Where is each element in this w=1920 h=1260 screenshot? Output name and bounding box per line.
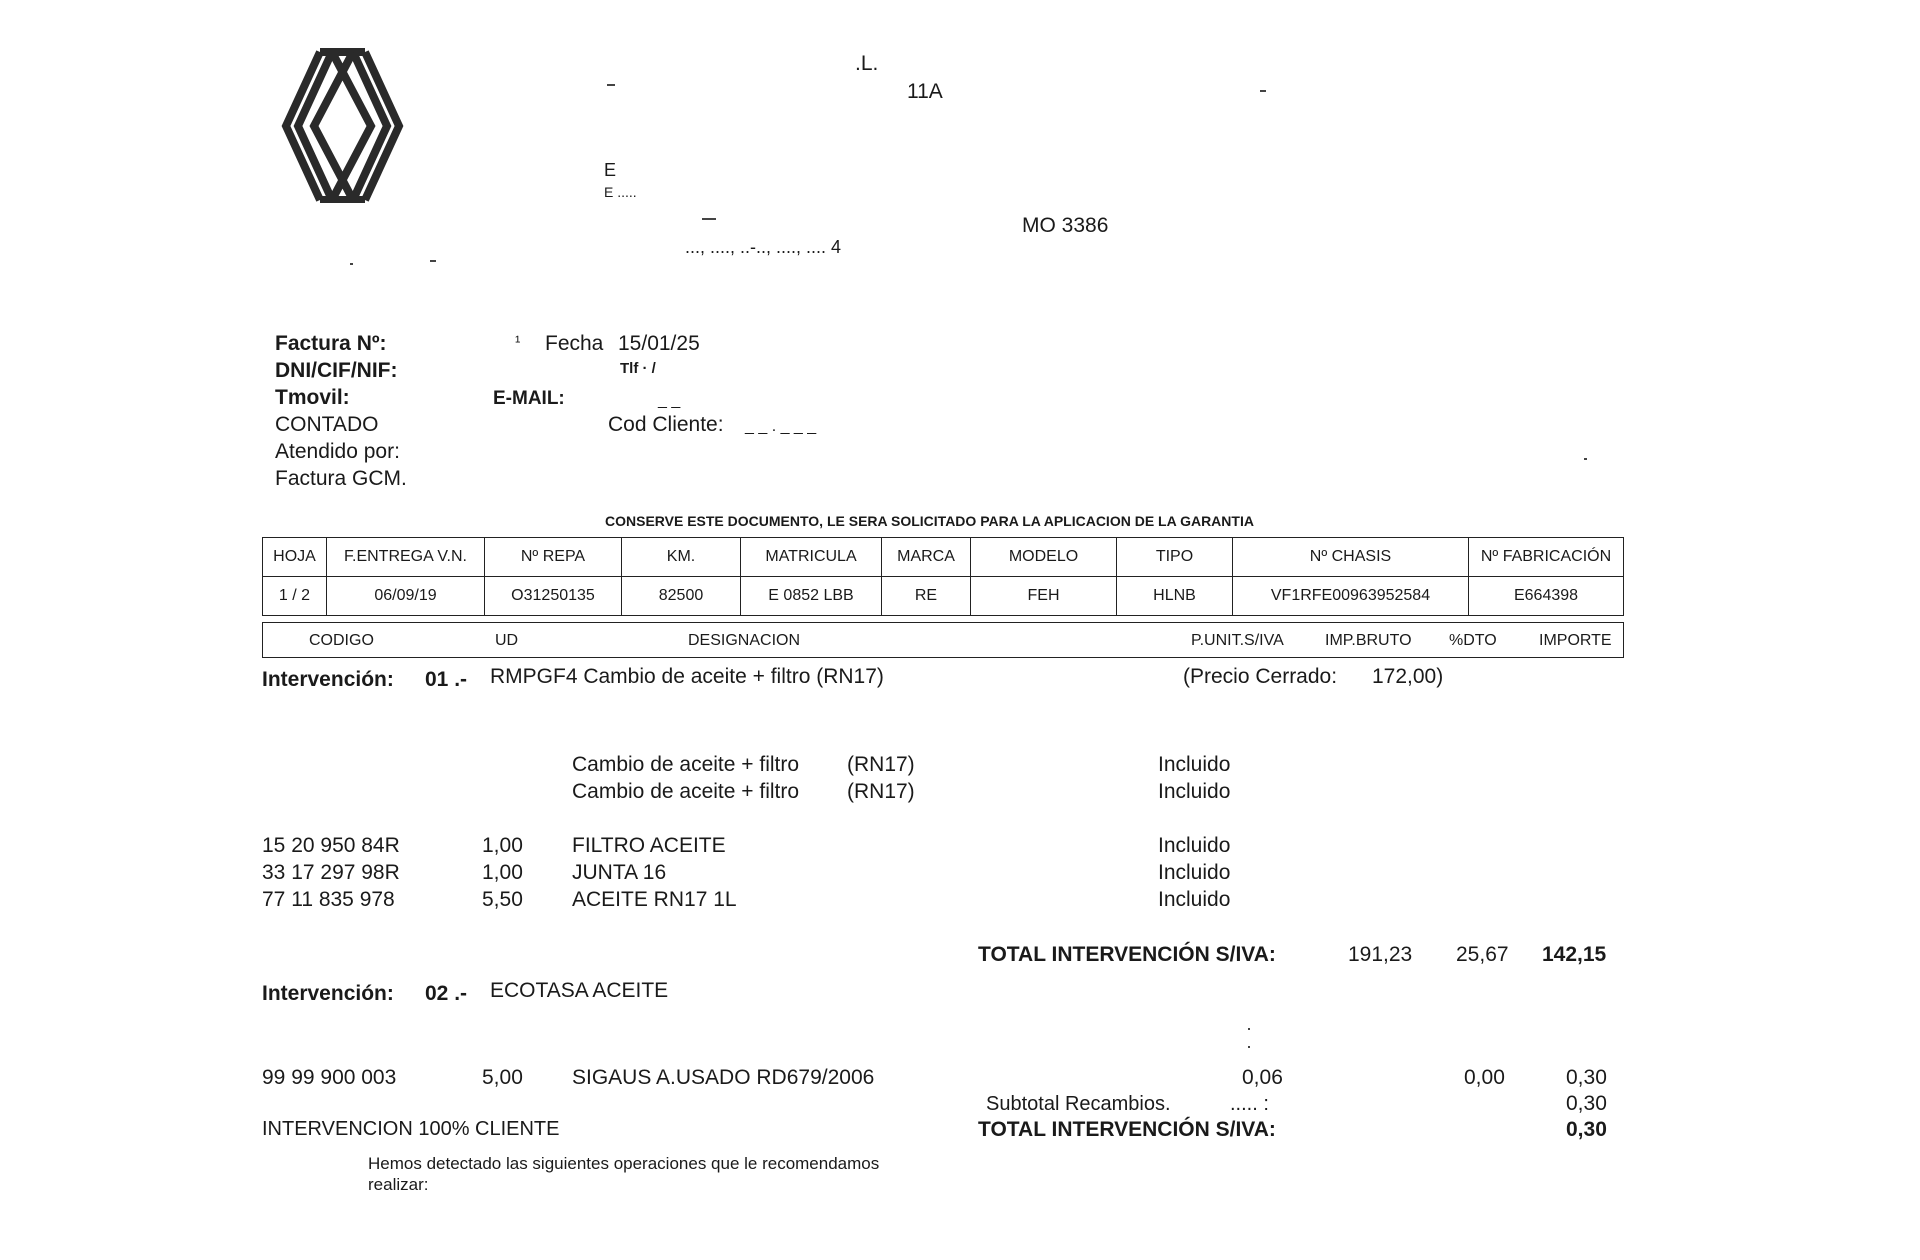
items-header: [262, 622, 1624, 658]
atendido-label: Atendido por:: [275, 440, 400, 463]
cliente-label: INTERVENCION 100% CLIENTE: [262, 1118, 560, 1140]
header-chasis: Nº CHASIS: [1233, 538, 1469, 577]
col-importe: IMPORTE: [1539, 632, 1612, 649]
redaction-mark: [607, 84, 615, 86]
value-hoja: 1 / 2: [263, 577, 327, 616]
part-designacion: SIGAUS A.USADO RD679/2006: [572, 1066, 875, 1089]
warranty-notice: CONSERVE ESTE DOCUMENTO, LE SERA SOLICITADO PARA LA APLICACION DE LA GARANTIA: [605, 513, 1254, 529]
part-status: Incluido: [1158, 861, 1231, 884]
part-designacion: FILTRO ACEITE: [572, 834, 726, 857]
header-marca: MARCA: [882, 538, 971, 577]
labour-status: Incluido: [1158, 780, 1231, 803]
header-fabricacion: Nº FABRICACIÓN: [1469, 538, 1624, 577]
tmovil-label: Tmovil:: [275, 386, 350, 409]
precio-cerrado-value: 172,00): [1372, 665, 1444, 688]
value-fabricacion: E664398: [1469, 577, 1624, 616]
intervention1-label: Intervención:: [262, 668, 394, 691]
col-ud: UD: [495, 632, 519, 649]
col-designacion: DESIGNACION: [688, 632, 801, 649]
value-fentrega: 06/09/19: [327, 577, 485, 616]
part-dto: 0,00: [1464, 1066, 1505, 1089]
value-chasis: VF1RFE00963952584: [1233, 577, 1469, 616]
intervention1-number: 01 .-: [425, 668, 468, 691]
part-ud: 5,00: [482, 1066, 523, 1089]
recommendation-line1: Hemos detectado las siguientes operaciones que le recomendamos: [368, 1154, 880, 1173]
labour-designacion: Cambio de aceite + filtro: [572, 753, 800, 776]
intervention1-total-label: TOTAL INTERVENCIÓN S/IVA:: [978, 943, 1276, 966]
redaction-mark: [1584, 458, 1587, 460]
cod-cliente-label: Cod Cliente:: [608, 413, 724, 436]
header-matricula: MATRICULA: [741, 538, 882, 577]
tlf-label: Tlf · /: [620, 360, 656, 377]
col-punit: P.UNIT.S/IVA: [1191, 632, 1284, 649]
cod-cliente-value: _ _ . _ _ _: [745, 418, 817, 435]
contado-label: CONTADO: [275, 413, 379, 436]
intervention2-label: Intervención:: [262, 982, 394, 1005]
intervention1-total-importe: 142,15: [1542, 943, 1607, 966]
part-punit: 0,06: [1242, 1066, 1283, 1089]
vehicle-table: [262, 537, 1624, 616]
part-codigo: 77 11 835 978: [262, 888, 395, 911]
header-tipo: TIPO: [1117, 538, 1233, 577]
factura-label: Factura Nº:: [275, 332, 387, 355]
redaction-mark: [1248, 1046, 1250, 1048]
intervention2-number: 02 .-: [425, 982, 468, 1005]
part-designacion: JUNTA 16: [572, 861, 667, 884]
intervention2-description: ECOTASA ACEITE: [490, 979, 669, 1002]
company-line4: E .....: [604, 184, 637, 200]
vehicle-header-row: [263, 538, 1624, 577]
vehicle-value-row: [263, 577, 1624, 616]
subtotal-label: Subtotal Recambios.: [986, 1093, 1171, 1115]
labour-code: (RN17): [847, 780, 915, 803]
value-matricula: E 0852 LBB: [741, 577, 882, 616]
email-label: E-MAIL:: [493, 388, 565, 409]
col-dto: %DTO: [1449, 632, 1497, 649]
intervention1-total-dto: 25,67: [1456, 943, 1509, 966]
header-modelo: MODELO: [971, 538, 1117, 577]
fecha-value: 15/01/25: [618, 332, 700, 355]
part-designacion: ACEITE RN17 1L: [572, 888, 737, 911]
fecha-label: Fecha: [545, 332, 604, 355]
redaction-mark: [1248, 1028, 1250, 1030]
header-hoja: HOJA: [263, 538, 327, 577]
part-codigo: 33 17 297 98R: [262, 861, 400, 884]
labour-designacion: Cambio de aceite + filtro: [572, 780, 800, 803]
company-registry: MO 3386: [1022, 214, 1109, 237]
redaction-mark: [1260, 90, 1266, 92]
part-codigo: 15 20 950 84R: [262, 834, 400, 857]
labour-status: Incluido: [1158, 753, 1231, 776]
redaction-mark: [702, 218, 716, 220]
intervention1-total-bruto: 191,23: [1348, 943, 1413, 966]
col-impbruto: IMP.BRUTO: [1325, 632, 1412, 649]
header-repa: Nº REPA: [485, 538, 622, 577]
part-importe: 0,30: [1566, 1066, 1607, 1089]
intervention2-total-label: TOTAL INTERVENCIÓN S/IVA:: [978, 1118, 1276, 1141]
email-value: _ _: [658, 392, 681, 409]
subtotal-dots: ..... :: [1230, 1093, 1269, 1115]
part-status: Incluido: [1158, 834, 1231, 857]
value-km: 82500: [622, 577, 741, 616]
col-codigo: CODIGO: [309, 632, 374, 649]
value-repa: O31250135: [485, 577, 622, 616]
header-km: KM.: [622, 538, 741, 577]
redaction-mark: [350, 263, 353, 265]
company-registry-2: ..., ...., ..-.., ...., .... 4: [685, 237, 842, 257]
header-fentrega: F.ENTREGA V.N.: [327, 538, 485, 577]
company-line3: E: [604, 160, 617, 180]
company-address: 11A: [907, 80, 943, 103]
dni-label: DNI/CIF/NIF:: [275, 359, 398, 382]
factura-gcm-label: Factura GCM.: [275, 467, 407, 490]
intervention1-description: RMPGF4 Cambio de aceite + filtro (RN17): [490, 665, 884, 688]
value-marca: RE: [882, 577, 971, 616]
part-ud: 1,00: [482, 834, 523, 857]
part-ud: 1,00: [482, 861, 523, 884]
renault-logo: [280, 48, 405, 203]
value-tipo: HLNB: [1117, 577, 1233, 616]
recommendation-line2: realizar:: [368, 1175, 429, 1194]
labour-code: (RN17): [847, 753, 915, 776]
company-name: .L.: [855, 52, 879, 75]
redaction-mark: [430, 260, 436, 262]
part-ud: 5,50: [482, 888, 523, 911]
part-status: Incluido: [1158, 888, 1231, 911]
part-codigo: 99 99 900 003: [262, 1066, 397, 1089]
precio-cerrado-label: (Precio Cerrado:: [1183, 665, 1338, 688]
factura-value: ¹: [515, 334, 521, 351]
value-modelo: FEH: [971, 577, 1117, 616]
subtotal-value: 0,30: [1566, 1092, 1607, 1115]
intervention2-total-value: 0,30: [1566, 1118, 1607, 1141]
